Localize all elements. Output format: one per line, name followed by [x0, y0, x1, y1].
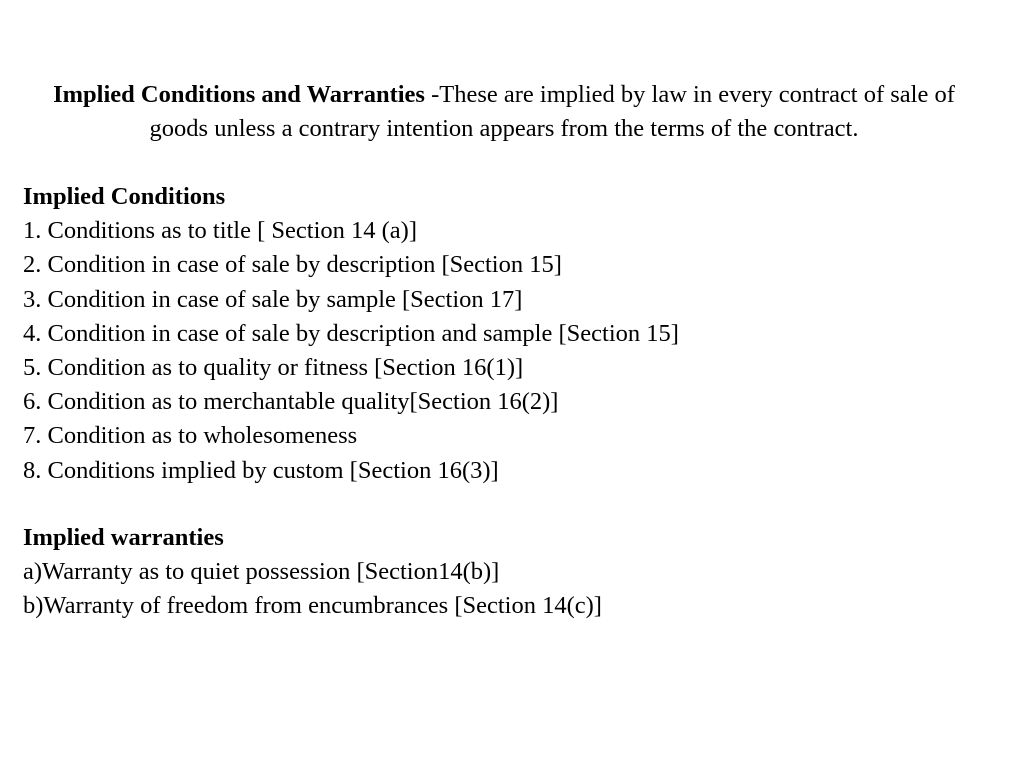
condition-item-2: 2. Condition in case of sale by description [Section 15] — [23, 251, 562, 279]
intro-text: -These are implied by law in every contract of sale of goods unless a contrary intention appears from the terms of the contract. — [149, 81, 955, 142]
implied-warranties-section — [23, 521, 1003, 624]
condition-item-1: 1. Conditions as to title [ Section 14 (a)] — [23, 217, 417, 245]
condition-item-3: 3. Condition in case of sale by sample [Section 17] — [23, 285, 523, 313]
condition-item-6: 6. Condition as to merchantable quality[Section 16(2)] — [23, 388, 559, 416]
intro-title: Implied Conditions and Warranties — [53, 81, 425, 108]
condition-item-5: 5. Condition as to quality or fitness [Section 16(1)] — [23, 354, 524, 382]
implied-warranties-heading: Implied warranties — [23, 524, 224, 551]
intro-paragraph — [30, 78, 978, 146]
condition-item-7: 7. Condition as to wholesomeness — [23, 422, 358, 450]
warranty-item-b: b)Warranty of freedom from encumbrances [Section 14(c)] — [23, 592, 602, 620]
condition-item-8: 8. Conditions implied by custom [Section 16(3)] — [23, 456, 499, 484]
implied-conditions-heading: Implied Conditions — [23, 183, 226, 210]
warranty-item-a: a)Warranty as to quiet possession [Section14(b)] — [23, 558, 500, 586]
implied-conditions-section — [23, 180, 1003, 488]
condition-item-4: 4. Condition in case of sale by description and sample [Section 15] — [23, 319, 679, 347]
